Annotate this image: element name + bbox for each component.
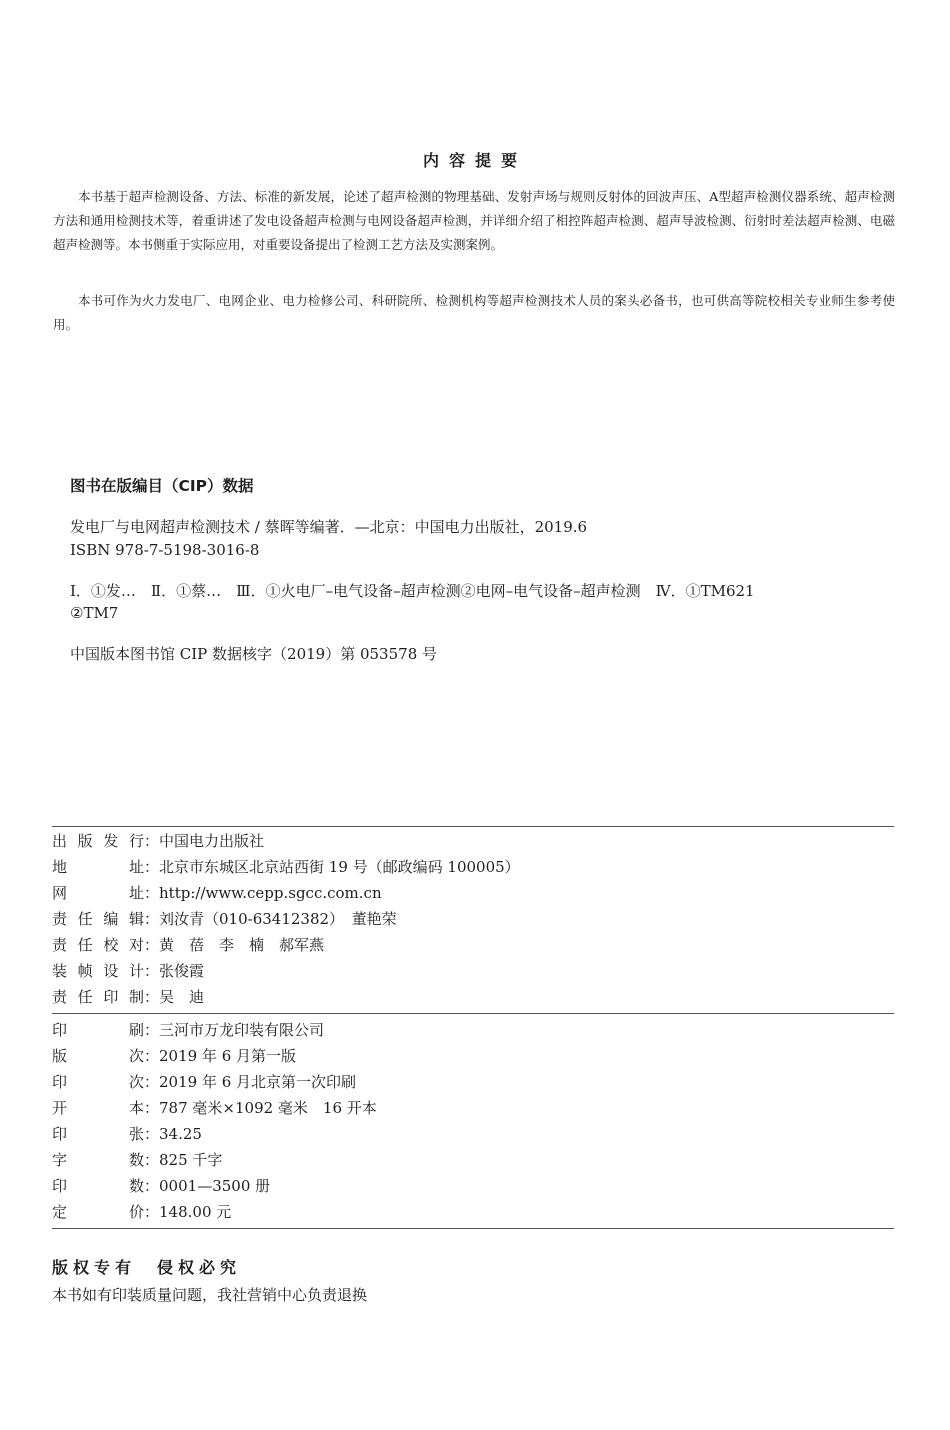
info-label: 印 次 (52, 1073, 144, 1091)
info-value: 黄 蓓 李 楠 郝军燕 (159, 936, 325, 954)
info-value: 北京市东城区北京站西街 19 号（邮政编码 100005） (159, 858, 520, 876)
info-label: 印 刷 (52, 1021, 144, 1039)
info-label: 印 张 (52, 1125, 144, 1143)
info-row-printing-supervisor: 责任印制 ： 吴 迪 (52, 984, 204, 1010)
info-row-designer: 装帧设计 ： 张俊霞 (52, 958, 204, 984)
cip-isbn: ISBN 978-7-5198-3016-8 (70, 541, 260, 559)
info-label: 开 本 (52, 1099, 144, 1117)
info-value: 148.00 元 (159, 1203, 232, 1221)
info-value: 2019 年 6 月北京第一次印刷 (159, 1073, 357, 1091)
copyright-notice: 本书如有印装质量问题，我社营销中心负责退换 (52, 1286, 368, 1304)
cip-record-number: 中国版本图书馆 CIP 数据核字（2019）第 053578 号 (70, 645, 438, 663)
info-value: 787 毫米×1092 毫米 16 开本 (159, 1099, 377, 1117)
info-row-edition: 版 次 ： 2019 年 6 月第一版 (52, 1043, 296, 1069)
info-label: 网 址 (52, 884, 144, 902)
info-value: 吴 迪 (159, 988, 205, 1006)
info-label: 出版发行 (52, 832, 144, 850)
cip-classification-cont: ②TM7 (70, 604, 119, 622)
info-value: 34.25 (159, 1125, 202, 1143)
info-row-printer: 印 刷 ： 三河市万龙印装有限公司 (52, 1017, 324, 1043)
info-row-editor: 责任编辑 ： 刘汝青（010-63412382） 董艳荣 (52, 906, 397, 932)
cip-heading: 图书在版编目（CIP）数据 (70, 477, 254, 495)
info-value: 刘汝青（010-63412382） 董艳荣 (159, 910, 397, 928)
info-row-sheets: 印 张 ： 34.25 (52, 1121, 202, 1147)
info-value: http://www.cepp.sgcc.com.cn (159, 884, 382, 902)
info-row-impression: 印 次 ： 2019 年 6 月北京第一次印刷 (52, 1069, 356, 1095)
info-value: 三河市万龙印装有限公司 (159, 1021, 325, 1039)
summary-text: 本书基于超声检测设备、方法、标准的新发展，论述了超声检测的物理基础、发射声场与规则反射体的回波声压、A型超声检测仪器系统、超声检测方法和通用检测技术等，着重讲述了发电设备超声检测与电网设备超声检测，并详细介绍了相控阵超声检测、超声导波检测、衍射时差法超声检测、电磁超声检测等。本书侧重于实际应用，对重要设备提出了检测工艺方法及实测案例。 (53, 189, 895, 252)
info-label: 定 价 (52, 1203, 144, 1221)
info-row-proofreader: 责任校对 ： 黄 蓓 李 楠 郝军燕 (52, 932, 324, 958)
info-row-price: 定 价 ： 148.00 元 (52, 1199, 231, 1225)
copyright-title: 版权专有 侵权必究 (52, 1258, 242, 1277)
info-value: 825 千字 (159, 1151, 223, 1169)
cip-title-line: 发电厂与电网超声检测技术 / 蔡晖等编著．—北京：中国电力出版社，2019.6 (70, 518, 588, 536)
info-label: 字 数 (52, 1151, 144, 1169)
info-row-word-count: 字 数 ： 825 千字 (52, 1147, 222, 1173)
info-value: 2019 年 6 月第一版 (159, 1047, 297, 1065)
divider (52, 1228, 894, 1229)
info-label: 责任编辑 (52, 910, 144, 928)
divider (52, 1013, 894, 1014)
info-row-address: 地 址 ： 北京市东城区北京站西街 19 号（邮政编码 100005） (52, 854, 520, 880)
info-row-print-run: 印 数 ： 0001—3500 册 (52, 1173, 270, 1199)
info-row-format: 开 本 ： 787 毫米×1092 毫米 16 开本 (52, 1095, 377, 1121)
info-label: 责任印制 (52, 988, 144, 1006)
info-value: 张俊霞 (159, 962, 205, 980)
summary-title: 内容提要 (422, 151, 527, 170)
info-row-publisher: 出版发行 ： 中国电力出版社 (52, 828, 264, 854)
info-label: 装帧设计 (52, 962, 144, 980)
info-label: 印 数 (52, 1177, 144, 1195)
info-label: 地 址 (52, 858, 144, 876)
info-label: 责任校对 (52, 936, 144, 954)
summary-text: 本书可作为火力发电厂、电网企业、电力检修公司、科研院所、检测机构等超声检测技术人员的案头必备书，也可供高等院校相关专业师生参考使用。 (53, 293, 895, 332)
info-label: 版 次 (52, 1047, 144, 1065)
info-value: 0001—3500 册 (159, 1177, 271, 1195)
summary-paragraph-2 (53, 289, 895, 337)
cip-classification: Ⅰ．①发… Ⅱ．①蔡… Ⅲ．①火电厂–电气设备–超声检测②电网–电气设备–超声检测 Ⅳ．①TM621 (70, 582, 755, 600)
summary-paragraph-1 (53, 185, 895, 257)
info-row-website: 网 址 ： http://www.cepp.sgcc.com.cn (52, 880, 382, 906)
info-value: 中国电力出版社 (159, 832, 265, 850)
divider (52, 826, 894, 827)
